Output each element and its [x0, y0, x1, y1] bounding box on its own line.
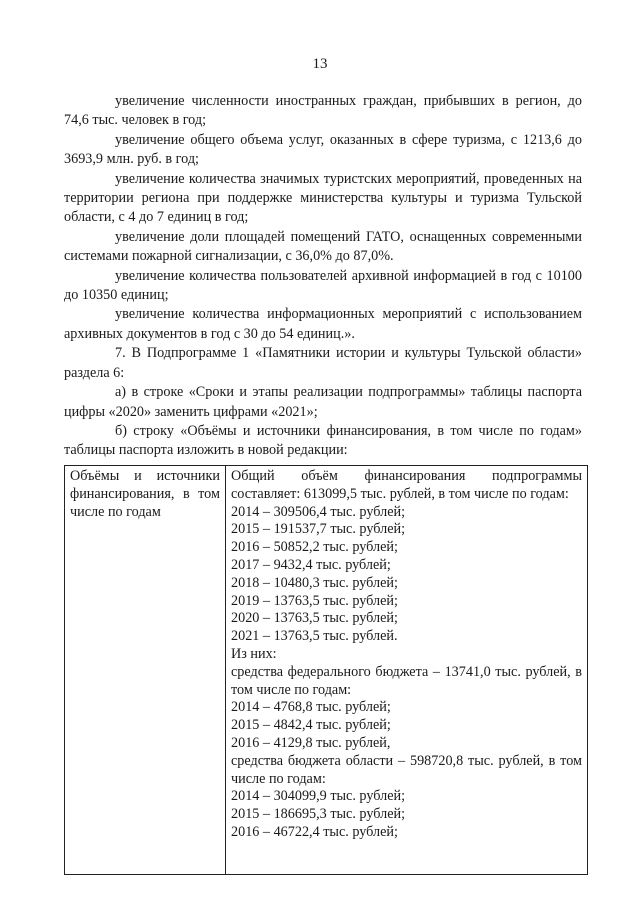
table-line: 2019 – 13763,5 тыс. рублей;: [231, 592, 398, 609]
table-line: 2015 – 191537,7 тыс. рублей;: [231, 521, 406, 538]
table-line: Из них:: [231, 645, 277, 662]
table-label-cell: Объёмы и источники финансирования, в том числе по годам: [65, 466, 226, 875]
table-line: 2015 – 4842,4 тыс. рублей;: [231, 717, 391, 734]
paragraph: увеличение количества пользователей архивной информацией в год с 10100 до 10350 единиц;: [64, 267, 582, 304]
paragraph: увеличение количества значимых туристских мероприятий, проведенных на территории региона при поддержке министерства культуры и туризма Тульской области, с 4 до 7 единиц в год;: [64, 170, 582, 226]
paragraph: увеличение доли площадей помещений ГАТО, оснащенных современными системами пожарной сигнализации, с 36,0% до 87,0%.: [64, 228, 582, 265]
table-line: 2015 – 186695,3 тыс. рублей;: [231, 806, 406, 823]
table-content-cell: [226, 466, 588, 875]
table-line: 2014 – 4768,8 тыс. рублей;: [231, 699, 391, 716]
table-line: 2014 – 309506,4 тыс. рублей;: [231, 503, 406, 520]
page-number: 13: [312, 56, 328, 72]
table-line: 2018 – 10480,3 тыс. рублей;: [231, 574, 398, 591]
table-line: средства бюджета области – 598720,8 тыс. рублей, в том числе по годам:: [231, 752, 582, 787]
paragraph: а) в строке «Сроки и этапы реализации подпрограммы» таблицы паспорта цифры «2020» заменить цифрами «2021»;: [64, 384, 582, 420]
table-line: средства федерального бюджета – 13741,0 тыс. рублей, в том числе по годам:: [231, 663, 582, 698]
table-line: 2016 – 4129,8 тыс. рублей,: [231, 734, 391, 751]
table-line: Общий объём финансирования подпрограммы составляет: 613099,5 тыс. рублей, в том числе по годам:: [231, 468, 582, 502]
financing-table: [64, 465, 588, 875]
table-row: [65, 466, 588, 875]
table-line: 2017 – 9432,4 тыс. рублей;: [231, 556, 391, 573]
table-line: 2016 – 50852,2 тыс. рублей;: [231, 539, 398, 556]
table-line: 2021 – 13763,5 тыс. рублей.: [231, 628, 398, 645]
table-line: 2020 – 13763,5 тыс. рублей;: [231, 610, 398, 627]
paragraph: увеличение численности иностранных граждан, прибывших в регион, до 74,6 тыс. человек в год;: [64, 93, 582, 129]
paragraph: увеличение общего объема услуг, оказанных в сфере туризма, с 1213,6 до 3693,9 млн. руб. в год;: [64, 131, 582, 168]
paragraph: 7. В Подпрограмме 1 «Памятники истории и культуры Тульской области» раздела 6:: [64, 345, 582, 381]
table-line: 2014 – 304099,9 тыс. рублей;: [231, 788, 406, 805]
paragraph: б) строку «Объёмы и источники финансирования, в том числе по годам» таблицы паспорта изложить в новой редакции:: [64, 422, 582, 459]
table-line: 2016 – 46722,4 тыс. рублей;: [231, 823, 398, 840]
paragraph: увеличение количества информационных мероприятий с использованием архивных документов в год с 30 до 54 единиц.».: [64, 306, 582, 342]
document-body: [64, 92, 582, 461]
